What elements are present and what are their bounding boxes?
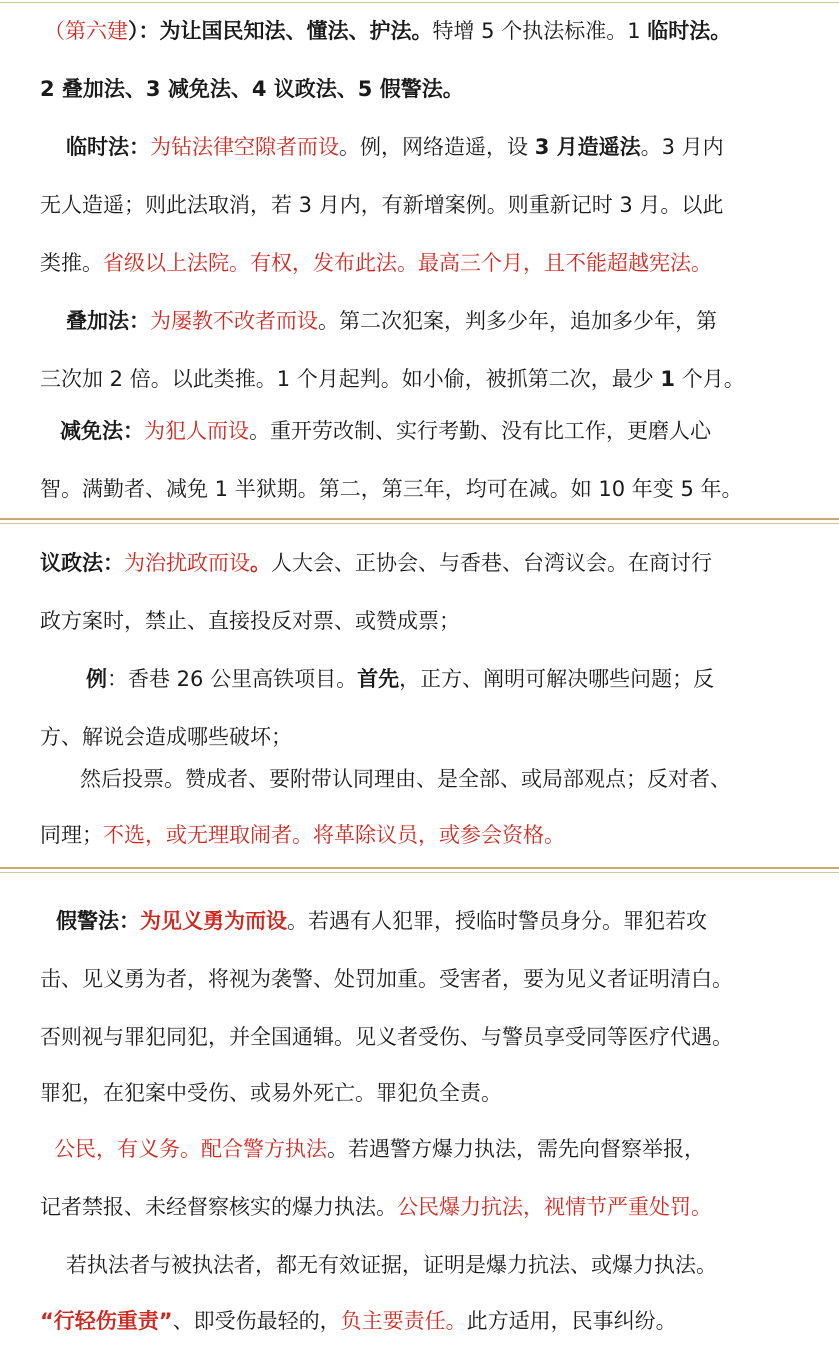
- police-law-title: 假警法：: [56, 909, 140, 933]
- s1-line-5: [40, 248, 712, 278]
- s2-line-3: [86, 664, 714, 694]
- s1-line-9: [40, 474, 743, 504]
- s2-line-2: [40, 606, 460, 636]
- gov-law-purpose: 为治扰政而设: [124, 551, 250, 575]
- citizen-penalty: 公民爆力抗法，视情节严重处罚。: [397, 1195, 712, 1219]
- evidence-text: 若执法者与被执法者，都无有效证据，证明是爆力抗法、或爆力执法。: [66, 1253, 717, 1277]
- stack-law-body: 三次加 2 倍。以此类推。1 个月起判。如小偷，被抓第二次，最少: [40, 367, 661, 391]
- temp-law-text-2: 。3 月内: [640, 135, 724, 159]
- s1-line-7: [40, 364, 745, 394]
- citizen-duty: 公民，有义务。配合警方执法: [54, 1137, 327, 1161]
- s3-line-7: [66, 1250, 717, 1280]
- s1-line-1: [44, 16, 731, 46]
- s3-line-3: [40, 1022, 733, 1052]
- example-label: 例: [86, 667, 107, 691]
- temp-law-example: 3 月造遥法: [534, 135, 641, 159]
- s3-line-2: [40, 964, 733, 994]
- gov-law-text: 人大会、正协会、与香巷、台湾议会。在商讨行: [271, 551, 712, 575]
- temp-law-text: 。例，网络造遥，设: [339, 135, 535, 159]
- s3-line-1: [56, 906, 707, 936]
- law-list: 2 叠加法、3 减免法、4 议政法、5 假警法。: [40, 77, 464, 101]
- stack-law-body-2: 个月。: [675, 367, 745, 391]
- paren-open: （: [44, 19, 65, 43]
- temp-law-body: 无人造遥；则此法取消，若 3 月内，有新增案例。则重新记时 3 月。以此: [40, 193, 724, 217]
- principle-text: 、即受伤最轻的，: [172, 1309, 341, 1333]
- gov-law-title: 议政法：: [40, 551, 124, 575]
- police-law-text: 。若遇有人犯罪，授临时警员身分。罪犯若攻: [287, 909, 707, 933]
- s3-line-6: [40, 1192, 712, 1222]
- example-text: ：香巷 26 公里高铁项目。: [107, 667, 358, 691]
- s3-line-4: [40, 1078, 502, 1108]
- reporter-text: 记者禁报、未经督察核实的爆力执法。: [40, 1195, 397, 1219]
- s1-intro-text: 特增 5 个执法标准。1: [432, 19, 648, 43]
- example-text-2: ，正方、阐明可解决哪些问题；反: [399, 667, 715, 691]
- reduce-law-title: 减免法：: [60, 419, 144, 443]
- vote-text-2: 同理；: [40, 823, 103, 847]
- top-rule: [0, 2, 839, 3]
- s2-line-5: [80, 764, 731, 794]
- police-law-purpose: 为见义勇为而设: [140, 909, 287, 933]
- s1-intro-bold: ）：为让国民知法、懂法、护法。: [128, 19, 433, 43]
- s2-line-4: [40, 722, 292, 752]
- gov-law-period: 。: [250, 551, 271, 575]
- section-divider-2b: [0, 872, 839, 873]
- principle-responsibility: 负主要责任。: [340, 1309, 467, 1333]
- citizen-duty-text: 。若遇警方爆力执法，需先向督察举报，: [327, 1137, 705, 1161]
- stack-law-text: 。第二次犯案，判多少年，追加多少年，第: [318, 309, 717, 333]
- section-divider-2: [0, 867, 839, 869]
- s1-intro-end: 临时法。: [647, 19, 732, 43]
- s1-line-4: [40, 190, 723, 220]
- s1-line-6: [66, 306, 717, 336]
- s1-line-8: [60, 416, 711, 446]
- stack-law-min: 1: [660, 367, 676, 391]
- first-label: 首先: [357, 667, 400, 691]
- section-divider-1b: [0, 523, 839, 524]
- principle-quote: “行轻伤重责”: [40, 1309, 173, 1333]
- vote-penalty: 不选，或无理取闹者。将革除议员，或参会资格。: [103, 823, 565, 847]
- temp-law-body-2: 类推。: [40, 251, 103, 275]
- gov-law-body: 政方案时，禁止、直接投反对票、或赞成票；: [40, 609, 460, 633]
- police-law-body-2: 否则视与罪犯同犯，并全国通辑。见义者受伤、与警员享受同等医疗代遇。: [40, 1025, 733, 1049]
- reduce-law-body: 智。满勤者、减免 1 半狱期。第二，第三年，均可在减。如 10 年变 5 年。: [40, 477, 743, 501]
- police-law-body-1: 击、见义勇为者，将视为袭警、处罚加重。受害者，要为见义者证明清白。: [40, 967, 733, 991]
- temp-law-purpose: 为钻法律空隙者而设: [150, 135, 339, 159]
- s3-line-5: [54, 1134, 705, 1164]
- s3-line-8: [40, 1306, 677, 1336]
- example-body: 方、解说会造成哪些破坏；: [40, 725, 292, 749]
- section-number: 第六建: [65, 19, 128, 43]
- temp-law-authority: 省级以上法院。有权，发布此法。最高三个月，且不能超越宪法。: [103, 251, 712, 275]
- stack-law-title: 叠加法：: [66, 309, 150, 333]
- s2-line-1: [40, 548, 712, 578]
- section-divider-1: [0, 518, 839, 520]
- police-law-body-3: 罪犯，在犯案中受伤、或易外死亡。罪犯负全责。: [40, 1081, 502, 1105]
- reduce-law-text: 。重开劳改制、实行考勤、没有比工作，更磨人心: [249, 419, 711, 443]
- s1-line-2: [40, 74, 464, 104]
- vote-text: 然后投票。赞成者、要附带认同理由、是全部、或局部观点；反对者、: [80, 767, 731, 791]
- stack-law-purpose: 为屡教不改者而设: [150, 309, 318, 333]
- reduce-law-purpose: 为犯人而设: [144, 419, 249, 443]
- principle-scope: 此方适用，民事纠纷。: [466, 1309, 677, 1333]
- temp-law-title: 临时法：: [66, 135, 150, 159]
- s1-line-3: [66, 132, 724, 162]
- s2-line-6: [40, 820, 565, 850]
